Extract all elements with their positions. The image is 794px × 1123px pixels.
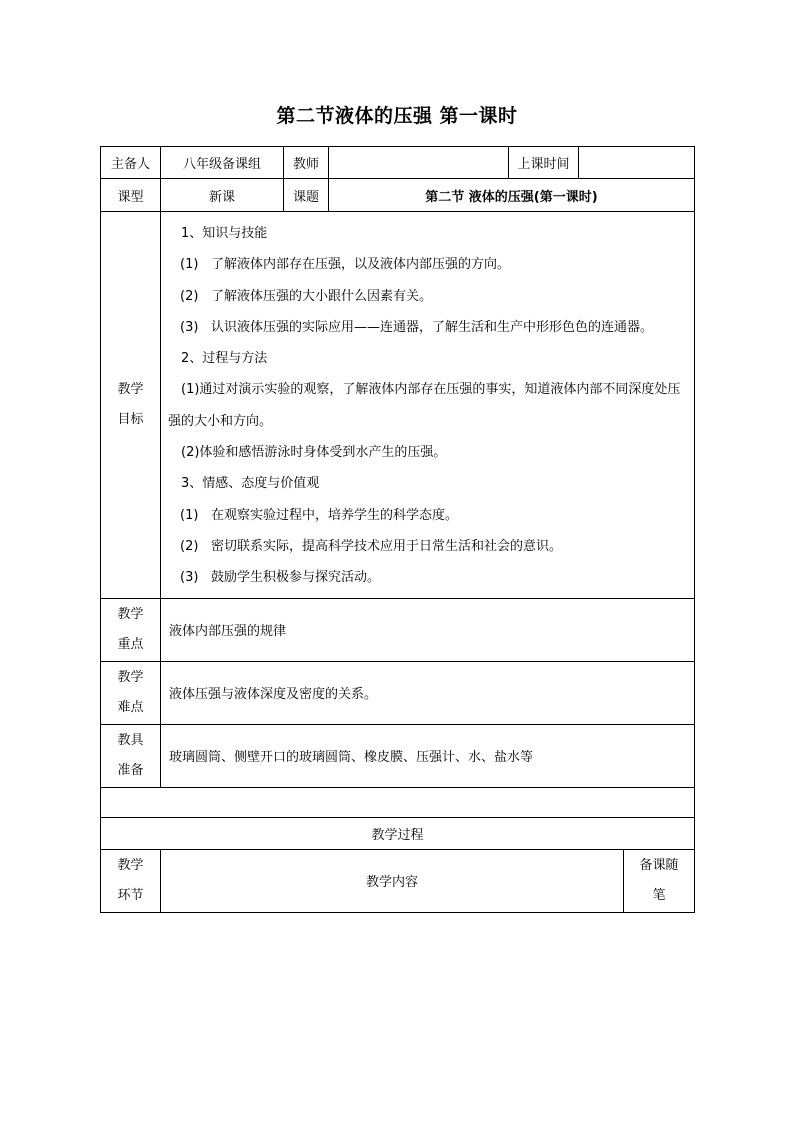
notes-label: 备课随 笔 [624,849,695,912]
process-heading-row [101,817,695,849]
goals-item: (1) 了解液体内部存在压强，以及液体内部压强的方向。 [180,257,511,273]
difficulties-row [101,661,695,724]
difficulties-label: 教学 难点 [101,661,161,724]
key-points-text: 液体内部压强的规律 [161,598,695,661]
teacher-value [329,147,509,179]
stage-label: 教学 环节 [101,849,161,912]
goals-section-1-heading: 1、知识与技能 [181,226,268,241]
equipment-label: 教具 准备 [101,724,161,787]
goals-item: (2) 了解液体压强的大小跟什么因素有关。 [180,288,433,304]
equipment-text: 玻璃圆筒、侧壁开口的玻璃圆筒、橡皮膜、压强计、水、盐水等 [161,724,695,787]
class-time-label: 上课时间 [509,147,579,179]
class-time-value [579,147,695,179]
goals-item: (2) 密切联系实际，提高科学技术应用于日常生活和社会的意识。 [180,538,563,554]
header-row-2 [101,179,695,212]
goals-paragraph: (2)体验和感悟游泳时身体受到水产生的压强。 [181,445,447,461]
teacher-label: 教师 [284,147,329,179]
goals-item: (1) 在观察实验过程中，培养学生的科学态度。 [180,507,459,523]
process-heading: 教学过程 [101,817,695,849]
content-label: 教学内容 [161,849,624,912]
goals-item: (3) 鼓励学生积极参与探究活动。 [180,570,381,586]
goals-section-2-heading: 2、过程与方法 [181,351,268,367]
topic-value: 第二节 液体的压强(第一课时) [329,179,695,212]
document-title: 第二节液体的压强 第一课时 [276,105,518,127]
topic-label: 课题 [284,179,329,212]
preparer-label: 主备人 [101,147,161,179]
key-points-row [101,598,695,661]
equipment-row [101,724,695,787]
goals-section-3-heading: 3、情感、态度与价值观 [181,476,320,492]
goals-paragraph: (1)通过对演示实验的观察，了解液体内部存在压强的事实，知道液体内部不同深度处压强的大小和方向。 [168,382,681,429]
process-columns-row [101,849,695,912]
goals-item: (3) 认识液体压强的实际应用——连通器，了解生活和生产中形形色色的连通器。 [180,319,654,335]
type-value: 新课 [161,179,284,212]
goals-label: 教学 目标 [101,212,161,599]
blank-cell [101,787,695,817]
key-points-label: 教学 重点 [101,598,161,661]
difficulties-text: 液体压强与液体深度及密度的关系。 [161,661,695,724]
goals-row [101,212,695,599]
preparer-value: 八年级备课组 [161,147,284,179]
blank-row [101,787,695,817]
lesson-plan-table [100,146,695,913]
type-label: 课型 [101,179,161,212]
goals-content [161,212,695,599]
header-row-1 [101,147,695,179]
